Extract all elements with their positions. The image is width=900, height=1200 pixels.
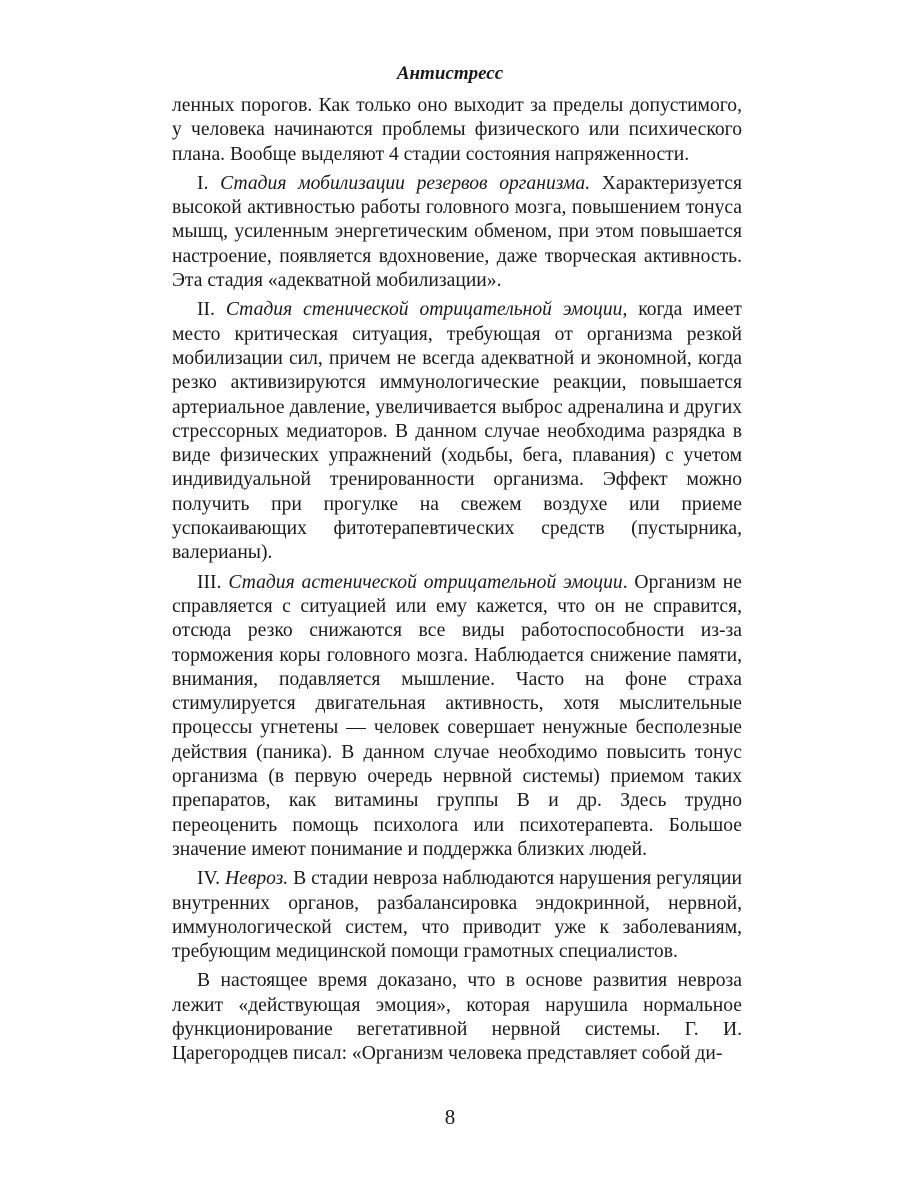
paragraph-neurosis-basis bbox=[172, 969, 742, 1066]
paragraph-text: В настоящее время доказано, что в основе развития невроза лежит «действующая эмоция», которая нарушила нормальное функционирование вегетативной нервной системы. Г. И. Царегородцев писал: «Организм человека представляет собой ди- bbox=[172, 970, 742, 1065]
paragraph-text: , когда имеет место критическая ситуация, требующая от организма резкой мобилизации сил, причем не всегда адекватной и экономной, когда резко активизируются иммунологические реакции, повышается артериальное давление, увеличивается выброс адреналина и других стрессорных медиаторов. В данном случае необходима разрядка в виде физических упражнений (ходьбы, бега, плавания) с учетом индивидуальной тренированности организма. Эффект можно получить при прогулке на свежем воздухе или приеме успокаивающих фитотерапевтических средств (пустырника, валерианы). bbox=[172, 299, 742, 564]
body-text bbox=[172, 94, 742, 1072]
stage-numeral: III. bbox=[197, 571, 222, 593]
paragraph-text: Характеризуется высокой активностью работы головного мозга, повышением тонуса мышц, усиленным энергетическим обменом, при этом повышается настроение, появляется вдохновение, даже творческая активность. Эта стадия «адекватной мобилизации». bbox=[172, 172, 742, 292]
stage-numeral: I. bbox=[197, 172, 209, 194]
running-title: Антистресс bbox=[396, 63, 504, 84]
paragraph-stage-4 bbox=[172, 867, 742, 964]
stage-title: Невроз. bbox=[224, 868, 289, 890]
paragraph-text: ленных порогов. Как только оно выходит за пределы допустимого, у человека начинаются проблемы физического или психического плана. Вообще выделяют 4 стадии состояния напряженности. bbox=[172, 95, 742, 165]
page-number: 8 bbox=[444, 1105, 456, 1129]
paragraph-stage-1 bbox=[172, 172, 742, 293]
paragraph-text: В стадии невроза наблюдаются нарушения регуляции внутренних органов, разбалансировка эндокринной, нервной, иммунологической систем, что приводит уже к заболеваниям, требующим медицинской помощи грамотных специалистов. bbox=[172, 868, 742, 963]
stage-numeral: II. bbox=[197, 299, 215, 321]
paragraph-text: . Организм не справляется с ситуацией или ему кажется, что он не справится, отсюда резко снижаются все виды работоспособности из-за торможения коры головного мозга. Наблюдается снижение памяти, внимания, подавляется мышление. Часто на фоне страха стимулируется двигательная активность, хотя мыслительные процессы угнетены — человек совершает ненужные бесполезные действия (паника). В данном случае необходимо повысить тонус организма (в первую очередь нервной системы) приемом таких препаратов, как витамины группы B и др. Здесь трудно переоценить помощь психолога или психотерапевта. Большое значение имеют понимание и поддержка близких людей. bbox=[172, 571, 742, 860]
paragraph-stage-2 bbox=[172, 298, 742, 565]
stage-title: Стадия астенической отрицательной эмоции bbox=[228, 571, 623, 593]
stage-numeral: IV. bbox=[197, 868, 221, 890]
paragraph-continuation bbox=[172, 94, 742, 167]
paragraph-stage-3 bbox=[172, 571, 742, 863]
stage-title: Стадия стенической отрицательной эмоции bbox=[225, 299, 623, 321]
stage-title: Стадия мобилизации резервов организма. bbox=[220, 172, 591, 194]
